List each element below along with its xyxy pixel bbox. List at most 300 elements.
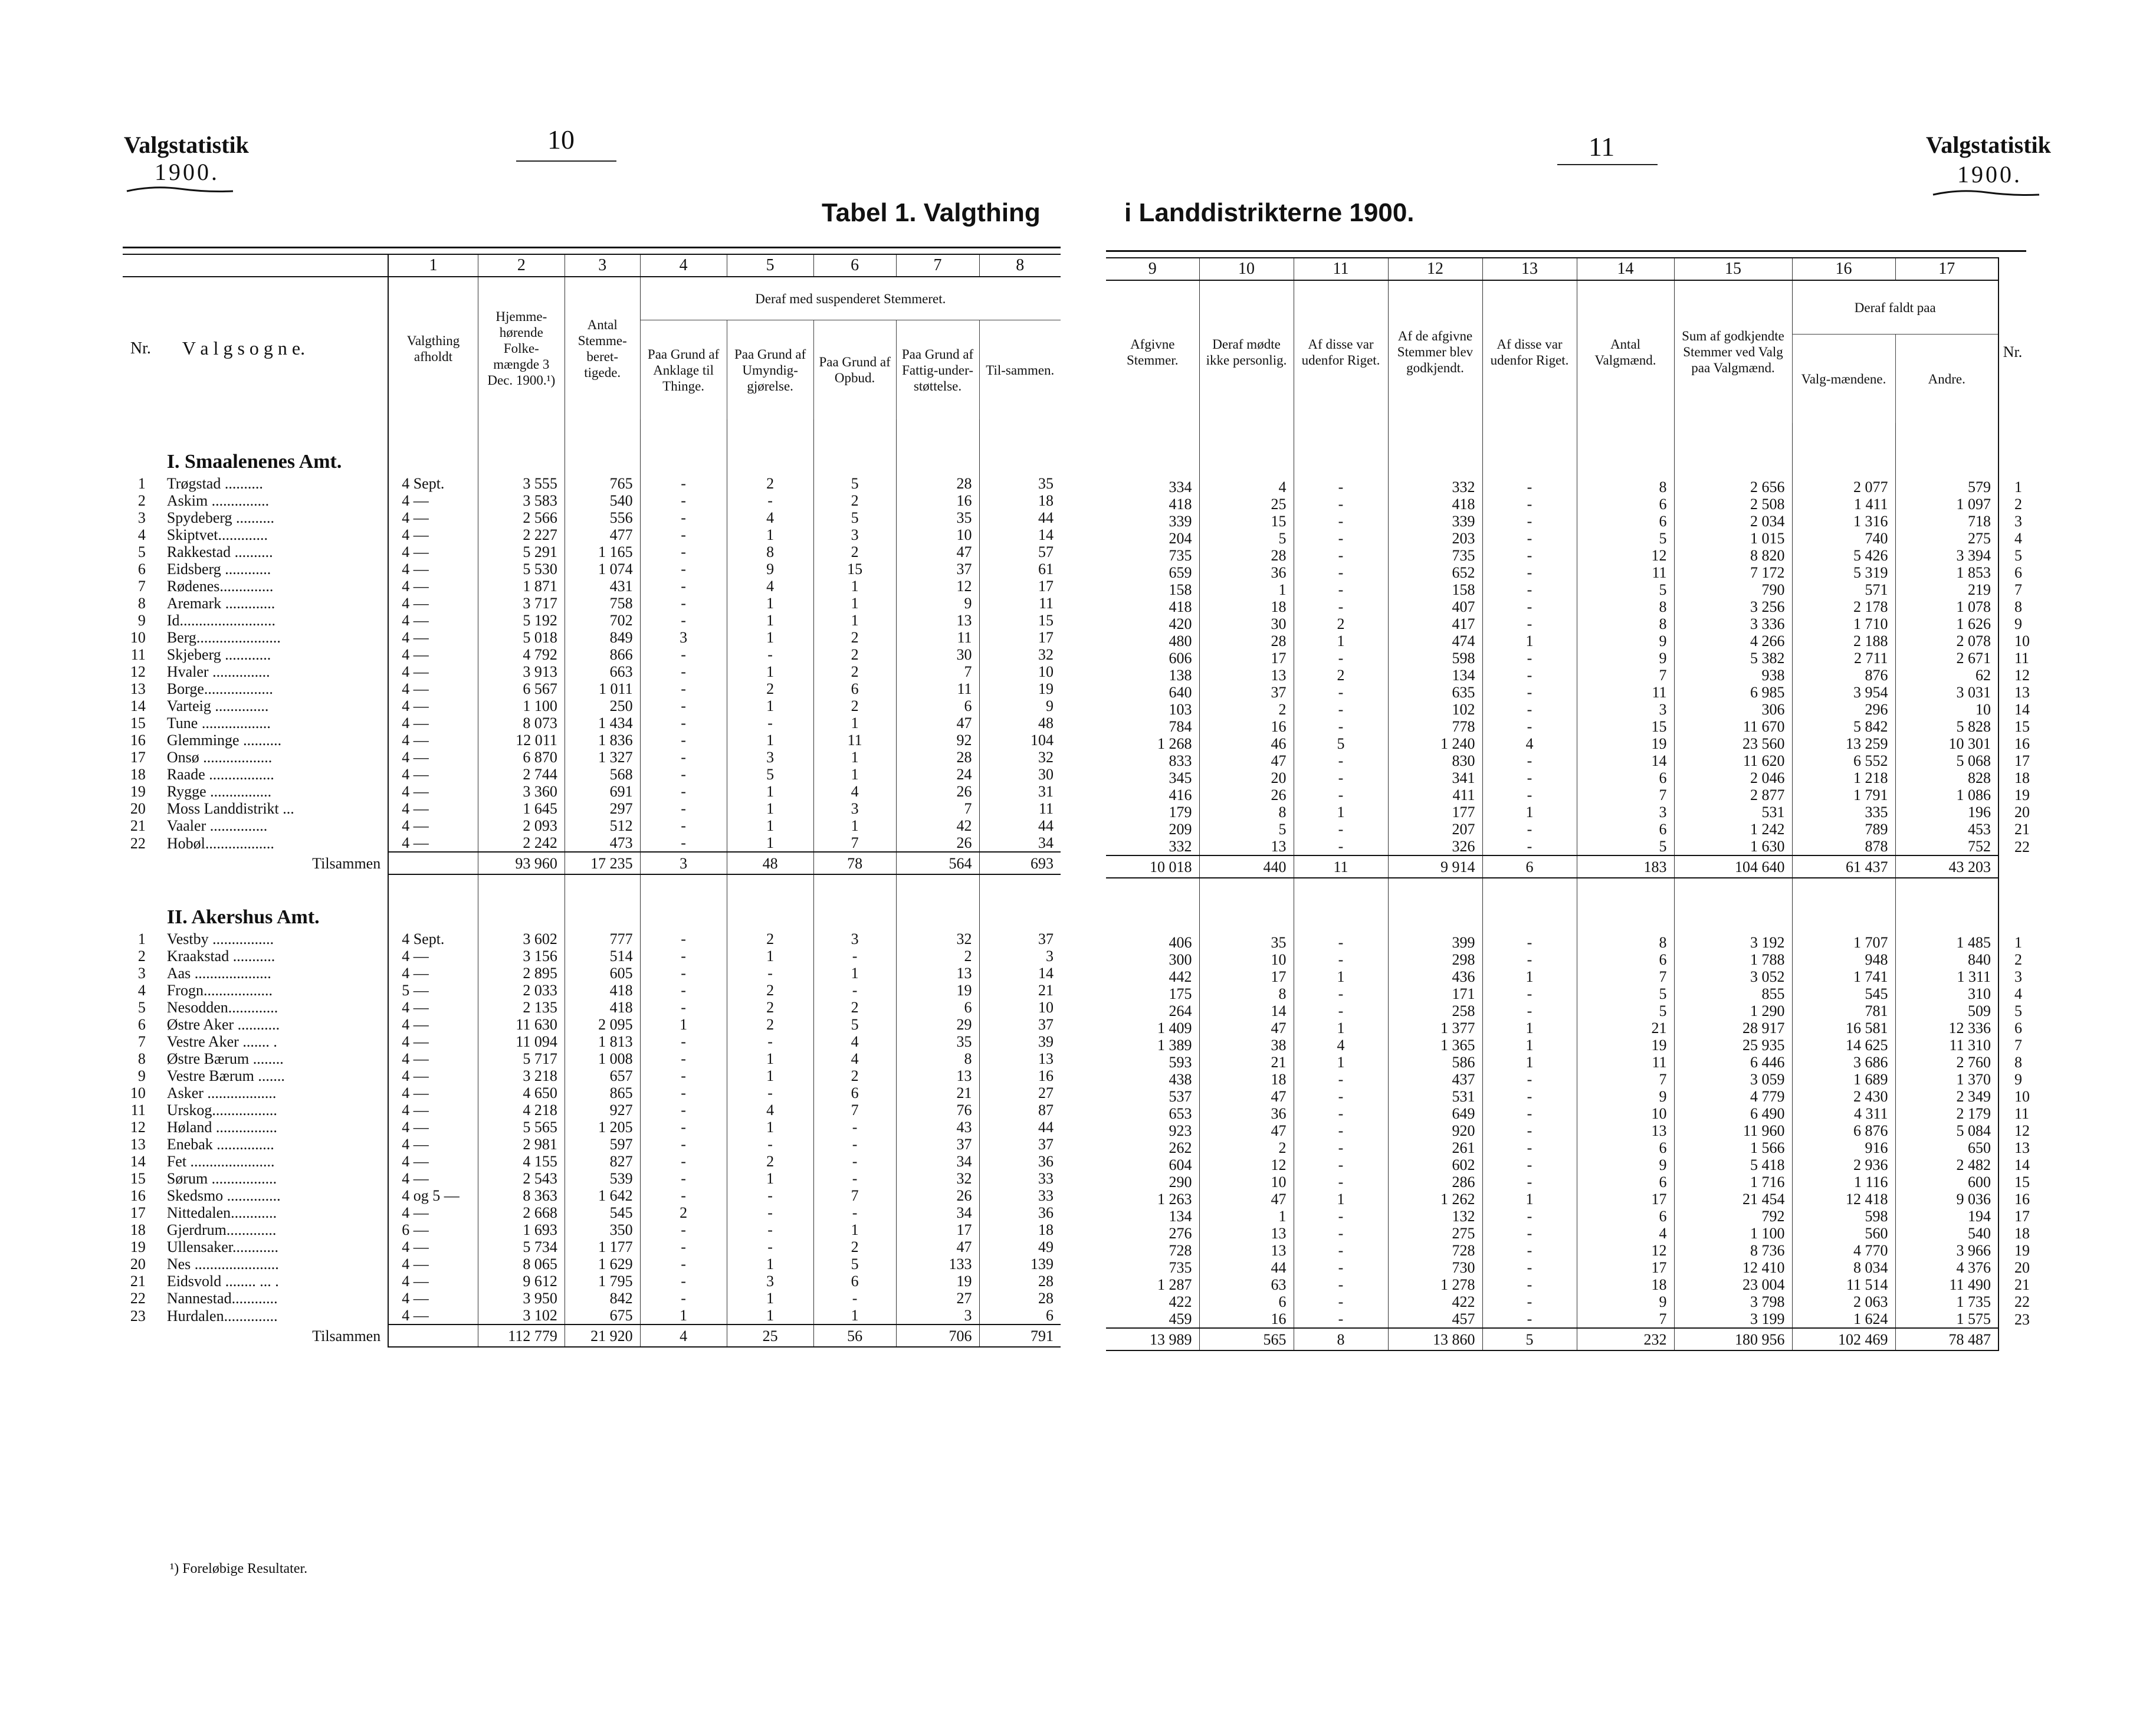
row-number: 5 (137, 543, 146, 560)
value-c8: 44 (979, 817, 1061, 834)
value-c10: 21 (1199, 1054, 1294, 1071)
value-c11: - (1294, 1225, 1388, 1242)
value-c11: - (1294, 1122, 1388, 1139)
value-c17: 5 084 (1895, 1122, 1999, 1139)
value-c8: 31 (979, 783, 1061, 800)
value-c5: - (727, 1136, 813, 1153)
value-c17: 840 (1895, 951, 1999, 968)
value-c7: 13 (896, 612, 979, 629)
col-number: 17 (1895, 258, 1999, 280)
valgthing-date: 4 — (388, 1067, 478, 1084)
row-number: 6 (137, 1016, 146, 1033)
top-rule-left (123, 247, 1061, 248)
value-c7: 11 (896, 680, 979, 697)
row-number-right: 6 (1999, 1019, 2026, 1037)
value-c14: 4 (1577, 1225, 1674, 1242)
total-c12: 9 914 (1388, 855, 1482, 878)
value-c13: 1 (1482, 632, 1577, 650)
value-c6: 2 (813, 543, 896, 560)
value-c10: 47 (1199, 1122, 1294, 1139)
value-c13: - (1482, 496, 1577, 513)
total-c6: 56 (813, 1325, 896, 1347)
value-c12: 298 (1388, 951, 1482, 968)
valgthing-date: 4 — (388, 1119, 478, 1136)
total-folk: 112 779 (478, 1325, 565, 1347)
value-c4: - (640, 1153, 727, 1170)
value-c17: 5 068 (1895, 752, 1999, 769)
header-valgsogne: V a l g s o g n e. (182, 337, 306, 359)
value-c11: - (1294, 564, 1388, 581)
value-c7: 13 (896, 1067, 979, 1084)
empty-cell (1792, 878, 1895, 934)
value-c14: 6 (1577, 769, 1674, 786)
total-c4: 3 (640, 852, 727, 874)
value-c5: 1 (727, 1255, 813, 1273)
value-c14: 5 (1577, 581, 1674, 598)
value-c12: 1 262 (1388, 1191, 1482, 1208)
value-c8: 15 (979, 612, 1061, 629)
value-c11: - (1294, 934, 1388, 951)
table-row (123, 1153, 1061, 1170)
empty-cell (1106, 878, 1199, 934)
value-folk: 5 018 (478, 629, 565, 646)
table-row (123, 783, 1061, 800)
row-number: 12 (130, 663, 146, 680)
value-c13: - (1482, 1259, 1577, 1276)
value-c9: 593 (1169, 1054, 1192, 1071)
value-c12: 457 (1388, 1310, 1482, 1328)
empty-cell (1294, 878, 1388, 934)
row-number-right: 16 (1999, 1191, 2026, 1208)
value-c14: 9 (1577, 650, 1674, 667)
value-antal: 418 (565, 982, 640, 999)
value-c4: - (640, 1101, 727, 1119)
value-c15: 1 716 (1674, 1173, 1792, 1191)
row-number-right: 15 (1999, 1173, 2026, 1191)
value-c6: 3 (813, 800, 896, 817)
table-row (1106, 1002, 2026, 1019)
right-blank-header (1999, 258, 2026, 280)
value-c5: - (727, 714, 813, 732)
valgsogn-name: Hurdalen.............. (166, 1307, 278, 1325)
value-c15: 6 446 (1674, 1054, 1792, 1071)
table-row (123, 1101, 1061, 1119)
value-c15: 2 656 (1674, 478, 1792, 496)
value-c6: 1 (813, 612, 896, 629)
value-antal: 1 011 (565, 680, 640, 697)
value-c9: 1 287 (1157, 1276, 1192, 1293)
value-c13: - (1482, 934, 1577, 951)
value-c8: 17 (979, 629, 1061, 646)
row-number-right: 17 (1999, 752, 2026, 769)
empty-cell (896, 419, 979, 475)
value-c16: 1 689 (1792, 1071, 1895, 1088)
value-c13: - (1482, 564, 1577, 581)
table-row (1106, 1310, 2026, 1328)
value-c6: 4 (813, 1033, 896, 1050)
value-c6: 4 (813, 1050, 896, 1067)
table-row (123, 732, 1061, 749)
value-c13: - (1482, 598, 1577, 615)
value-c17: 12 336 (1895, 1019, 1999, 1037)
header-folkemaengde: Hjemme-hørende Folke-mængde 3 Dec. 1900.¹) (478, 277, 565, 419)
value-folk: 2 895 (478, 965, 565, 982)
value-c8: 36 (979, 1204, 1061, 1221)
value-c16: 560 (1792, 1225, 1895, 1242)
value-c14: 18 (1577, 1276, 1674, 1293)
empty-cell (1895, 878, 1999, 934)
value-c13: - (1482, 650, 1577, 667)
row-number-right: 9 (1999, 615, 2026, 632)
value-c17: 1 311 (1895, 968, 1999, 985)
table-row (1106, 804, 2026, 821)
left-blank-header (123, 254, 159, 277)
row-number-right: 22 (1999, 838, 2026, 855)
value-c15: 790 (1674, 581, 1792, 598)
value-c5: - (727, 1187, 813, 1204)
value-c6: 5 (813, 1255, 896, 1273)
valgsogn-name: Urskog................. (166, 1101, 277, 1119)
value-c5: 1 (727, 817, 813, 834)
value-c11: - (1294, 769, 1388, 786)
section-spacer-row (1106, 423, 2026, 478)
value-c11: - (1294, 1293, 1388, 1310)
value-c10: 14 (1199, 1002, 1294, 1019)
value-c7: 28 (896, 475, 979, 492)
header-antal-valgmaend: Antal Valgmænd. (1577, 280, 1674, 423)
value-c17: 1 853 (1895, 564, 1999, 581)
row-number-right: 7 (1999, 581, 2026, 598)
row-number: 20 (130, 800, 146, 817)
value-c6: 2 (813, 492, 896, 509)
table-row (1106, 1037, 2026, 1054)
value-c10: 28 (1199, 547, 1294, 564)
row-number-right: 12 (1999, 667, 2026, 684)
col-number: 6 (813, 254, 896, 277)
left-table-body (123, 419, 1061, 1347)
table-row (123, 475, 1061, 492)
value-antal: 758 (565, 595, 640, 612)
value-c11: - (1294, 581, 1388, 598)
row-number-right: 2 (1999, 496, 2026, 513)
table-title-right: i Landdistrikterne 1900. (1124, 198, 1415, 227)
value-c4: - (640, 749, 727, 766)
table-row (1106, 1225, 2026, 1242)
empty-cell (979, 874, 1061, 930)
total-c14: 232 (1577, 1328, 1674, 1350)
valgsogn-name: Skedsmo .............. (166, 1187, 281, 1204)
table-row (123, 800, 1061, 817)
row-number-right: 4 (1999, 530, 2026, 547)
value-c6: 6 (813, 1273, 896, 1290)
value-c4: - (640, 1033, 727, 1050)
value-c8: 28 (979, 1273, 1061, 1290)
value-folk: 3 218 (478, 1067, 565, 1084)
value-c17: 10 (1895, 701, 1999, 718)
table-row (123, 1290, 1061, 1307)
value-c17: 196 (1895, 804, 1999, 821)
value-folk: 2 033 (478, 982, 565, 999)
value-c13: - (1482, 1105, 1577, 1122)
value-c7: 37 (896, 1136, 979, 1153)
value-c12: 171 (1388, 985, 1482, 1002)
value-antal: 539 (565, 1170, 640, 1187)
value-c4: - (640, 714, 727, 732)
value-c14: 6 (1577, 496, 1674, 513)
value-c9: 442 (1169, 968, 1192, 985)
value-c9: 606 (1169, 650, 1192, 667)
row-number: 1 (137, 475, 146, 492)
value-c9: 339 (1169, 513, 1192, 530)
table-row (1106, 615, 2026, 632)
empty-cell (478, 419, 565, 475)
total-antal: 21 920 (565, 1325, 640, 1347)
valgthing-date: 4 — (388, 595, 478, 612)
page-number-left: 10 (547, 124, 575, 155)
value-c4: - (640, 930, 727, 948)
value-c9: 1 409 (1157, 1019, 1192, 1037)
value-folk: 2 227 (478, 526, 565, 543)
col-number: 13 (1482, 258, 1577, 280)
row-number-right: 8 (1999, 598, 2026, 615)
value-c6: - (813, 1153, 896, 1170)
row-number-right: 10 (1999, 632, 2026, 650)
valgsogn-name: Onsø .................. (166, 749, 273, 766)
row-number-right: 20 (1999, 804, 2026, 821)
value-c15: 1 100 (1674, 1225, 1792, 1242)
value-c6: 6 (813, 680, 896, 697)
value-folk: 1 693 (478, 1221, 565, 1238)
value-c16: 876 (1792, 667, 1895, 684)
value-c13: - (1482, 1088, 1577, 1105)
valgsogn-name: Vaaler ............... (166, 817, 268, 834)
table-row (1106, 581, 2026, 598)
value-antal: 250 (565, 697, 640, 714)
value-c8: 48 (979, 714, 1061, 732)
table-row (123, 646, 1061, 663)
value-c16: 571 (1792, 581, 1895, 598)
table-row (1106, 701, 2026, 718)
value-antal: 777 (565, 930, 640, 948)
left-table (123, 254, 1061, 1348)
value-c14: 6 (1577, 1173, 1674, 1191)
value-antal: 849 (565, 629, 640, 646)
value-c7: 3 (896, 1307, 979, 1325)
value-c12: 1 240 (1388, 735, 1482, 752)
value-c11: - (1294, 547, 1388, 564)
row-number: 2 (137, 948, 146, 965)
empty-cell (1388, 878, 1482, 934)
value-c17: 310 (1895, 985, 1999, 1002)
value-c15: 2 034 (1674, 513, 1792, 530)
value-c5: 1 (727, 697, 813, 714)
value-c10: 26 (1199, 786, 1294, 804)
valgthing-date: 4 — (388, 1290, 478, 1307)
value-c11: - (1294, 701, 1388, 718)
running-head-right-year: 1900. (1957, 161, 2022, 188)
table-row (1106, 1088, 2026, 1105)
value-c11: - (1294, 752, 1388, 769)
value-c10: 47 (1199, 1088, 1294, 1105)
value-c13: - (1482, 1242, 1577, 1259)
value-c14: 6 (1577, 951, 1674, 968)
total-c17: 78 487 (1895, 1328, 1999, 1350)
table-row (1106, 821, 2026, 838)
value-folk: 9 612 (478, 1273, 565, 1290)
total-c8: 693 (979, 852, 1061, 874)
value-c10: 1 (1199, 1208, 1294, 1225)
value-c6: 1 (813, 1307, 896, 1325)
value-c9: 204 (1169, 530, 1192, 547)
value-c4: - (640, 560, 727, 578)
table-row (123, 595, 1061, 612)
value-c14: 7 (1577, 1310, 1674, 1328)
row-number: 16 (130, 732, 146, 749)
value-c9: 264 (1169, 1002, 1192, 1019)
table-row (1106, 718, 2026, 735)
value-c8: 3 (979, 948, 1061, 965)
value-c17: 11 490 (1895, 1276, 1999, 1293)
value-c17: 3 966 (1895, 1242, 1999, 1259)
value-folk: 4 218 (478, 1101, 565, 1119)
value-c9: 459 (1169, 1310, 1192, 1327)
total-row (1106, 855, 2026, 878)
value-c12: 158 (1388, 581, 1482, 598)
value-c17: 1 575 (1895, 1310, 1999, 1328)
value-c16: 335 (1792, 804, 1895, 821)
value-c12: 635 (1388, 684, 1482, 701)
value-c5: 3 (727, 749, 813, 766)
page-number-right: 11 (1589, 132, 1615, 162)
row-number: 2 (137, 492, 146, 509)
empty-cell (1999, 855, 2026, 878)
value-c8: 57 (979, 543, 1061, 560)
value-c7: 28 (896, 749, 979, 766)
value-c12: 728 (1388, 1242, 1482, 1259)
value-antal: 540 (565, 492, 640, 509)
row-number-right: 8 (1999, 1054, 2026, 1071)
value-antal: 545 (565, 1204, 640, 1221)
value-c16: 2 430 (1792, 1088, 1895, 1105)
table-row (1106, 1208, 2026, 1225)
value-c10: 44 (1199, 1259, 1294, 1276)
value-c13: - (1482, 547, 1577, 564)
value-c7: 8 (896, 1050, 979, 1067)
table-row (123, 817, 1061, 834)
value-c12: 730 (1388, 1259, 1482, 1276)
value-c7: 76 (896, 1101, 979, 1119)
value-c16: 14 625 (1792, 1037, 1895, 1054)
value-c14: 21 (1577, 1019, 1674, 1037)
value-c11: 1 (1294, 1019, 1388, 1037)
value-c11: - (1294, 1002, 1388, 1019)
value-c6: 1 (813, 965, 896, 982)
col-number: 8 (979, 254, 1061, 277)
value-c16: 2 188 (1792, 632, 1895, 650)
table-row (123, 965, 1061, 982)
value-c8: 17 (979, 578, 1061, 595)
value-c10: 13 (1199, 667, 1294, 684)
value-c9: 276 (1169, 1225, 1192, 1242)
row-number-right: 12 (1999, 1122, 2026, 1139)
value-c16: 916 (1792, 1139, 1895, 1156)
value-c6: - (813, 982, 896, 999)
value-c4: - (640, 1136, 727, 1153)
value-folk: 2 566 (478, 509, 565, 526)
value-c16: 6 876 (1792, 1122, 1895, 1139)
value-c17: 650 (1895, 1139, 1999, 1156)
value-c13: - (1482, 752, 1577, 769)
value-c5: 1 (727, 1307, 813, 1325)
valgsogn-name: Rødenes.............. (166, 578, 274, 595)
value-c9: 345 (1169, 769, 1192, 786)
value-c8: 87 (979, 1101, 1061, 1119)
row-number-right: 2 (1999, 951, 2026, 968)
table-row (123, 766, 1061, 783)
table-row (123, 629, 1061, 646)
table-row (123, 1084, 1061, 1101)
value-folk: 2 093 (478, 817, 565, 834)
value-antal: 473 (565, 834, 640, 852)
col-number: 9 (1106, 258, 1199, 280)
header-deraf-faldt-paa: Deraf faldt paa (1792, 280, 1999, 335)
value-c17: 579 (1895, 478, 1999, 496)
valgsogn-name: Høland ................ (166, 1119, 277, 1136)
value-c11: - (1294, 650, 1388, 667)
value-antal: 431 (565, 578, 640, 595)
value-c16: 1 741 (1792, 968, 1895, 985)
row-number-right: 23 (1999, 1310, 2026, 1328)
value-c7: 30 (896, 646, 979, 663)
value-c11: 1 (1294, 804, 1388, 821)
header-andre: Andre. (1895, 335, 1999, 424)
value-c5: - (727, 1238, 813, 1255)
value-c15: 3 192 (1674, 934, 1792, 951)
value-folk: 6 567 (478, 680, 565, 697)
value-folk: 2 543 (478, 1170, 565, 1187)
value-c7: 11 (896, 629, 979, 646)
value-c16: 1 624 (1792, 1310, 1895, 1328)
value-c15: 1 015 (1674, 530, 1792, 547)
value-c15: 531 (1674, 804, 1792, 821)
empty-cell (1895, 423, 1999, 478)
value-c4: - (640, 543, 727, 560)
value-c6: 2 (813, 646, 896, 663)
value-c15: 11 670 (1674, 718, 1792, 735)
table-row (123, 1204, 1061, 1221)
row-number: 21 (130, 817, 146, 834)
row-number-right: 7 (1999, 1037, 2026, 1054)
value-c8: 139 (979, 1255, 1061, 1273)
value-c8: 11 (979, 595, 1061, 612)
value-c12: 1 365 (1388, 1037, 1482, 1054)
value-c4: - (640, 1187, 727, 1204)
value-c11: - (1294, 478, 1388, 496)
empty-cell (1482, 423, 1577, 478)
right-table-body (1106, 423, 2030, 1350)
empty-cell (565, 874, 640, 930)
row-number: 8 (137, 595, 146, 612)
value-c10: 13 (1199, 838, 1294, 855)
value-c9: 418 (1169, 598, 1192, 615)
value-c12: 411 (1388, 786, 1482, 804)
value-c9: 418 (1169, 496, 1192, 513)
value-c7: 19 (896, 1273, 979, 1290)
value-c8: 28 (979, 1290, 1061, 1307)
table-row (1106, 769, 2026, 786)
total-c9: 10 018 (1106, 855, 1199, 878)
value-antal: 1 327 (565, 749, 640, 766)
